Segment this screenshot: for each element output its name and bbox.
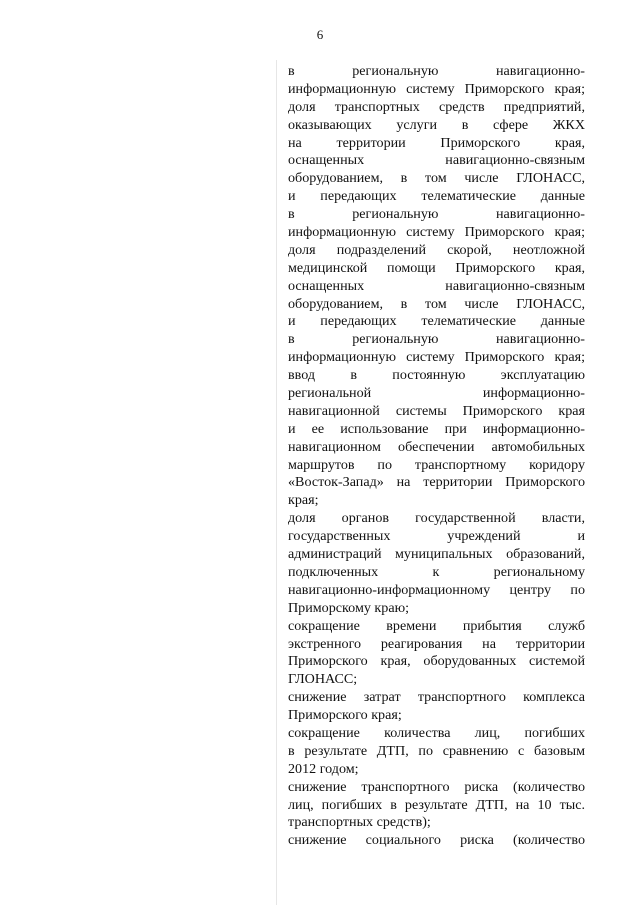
text-line: края; bbox=[288, 492, 319, 509]
text-line: «Восток-Запад» на территории Приморского bbox=[288, 474, 585, 491]
text-line: Приморского края, оборудованных системой bbox=[288, 653, 585, 670]
text-line: навигационной системы Приморского края bbox=[288, 402, 585, 419]
text-line: информационную систему Приморского края; bbox=[288, 349, 585, 366]
text-line: на территории Приморского края, bbox=[288, 134, 585, 151]
text-line: маршрутов по транспортному коридору bbox=[288, 456, 585, 473]
text-line: государственных учреждений и bbox=[288, 528, 585, 545]
text-line: снижение затрат транспортного комплекса bbox=[288, 689, 585, 706]
text-line: в результате ДТП, по сравнению с базовым bbox=[288, 742, 585, 759]
margin-divider bbox=[276, 60, 277, 905]
text-line: в региональную навигационно- bbox=[288, 206, 585, 223]
text-line: навигационно-информационному центру по bbox=[288, 581, 585, 598]
text-line: снижение социального риска (количество bbox=[288, 832, 585, 849]
text-line: Приморского края; bbox=[288, 707, 402, 724]
text-line: сокращение времени прибытия служб bbox=[288, 617, 585, 634]
text-line: сокращение количества лиц, погибших bbox=[288, 724, 585, 741]
text-line: в региональную навигационно- bbox=[288, 331, 585, 348]
text-line: 2012 годом; bbox=[288, 760, 359, 777]
text-line: и передающих телематические данные bbox=[288, 188, 585, 205]
text-line: оказывающих услуги в сфере ЖКХ bbox=[288, 116, 585, 133]
text-line: и передающих телематические данные bbox=[288, 313, 585, 330]
text-line: транспортных средств); bbox=[288, 814, 431, 831]
text-line: экстренного реагирования на территории bbox=[288, 635, 585, 652]
text-line: доля транспортных средств предприятий, bbox=[288, 98, 585, 115]
text-line: медицинской помощи Приморского края, bbox=[288, 259, 585, 276]
text-line: ввод в постоянную эксплуатацию bbox=[288, 367, 585, 384]
text-line: подключенных к региональному bbox=[288, 563, 585, 580]
text-line: доля органов государственной власти, bbox=[288, 510, 585, 527]
text-line: оборудованием, в том числе ГЛОНАСС, bbox=[288, 170, 585, 187]
text-line: информационную систему Приморского края; bbox=[288, 80, 585, 97]
document-body bbox=[288, 63, 585, 850]
text-line: доля подразделений скорой, неотложной bbox=[288, 241, 585, 258]
text-line: оснащенных навигационно-связным bbox=[288, 277, 585, 294]
text-line: и ее использование при информационно- bbox=[288, 420, 585, 437]
page-number: 6 bbox=[316, 27, 324, 42]
text-line: ГЛОНАСС; bbox=[288, 671, 358, 688]
text-line: снижение транспортного риска (количество bbox=[288, 778, 585, 795]
text-line: информационную систему Приморского края; bbox=[288, 224, 585, 241]
text-line: оборудованием, в том числе ГЛОНАСС, bbox=[288, 295, 585, 312]
text-line: лиц, погибших в результате ДТП, на 10 тыс. bbox=[288, 796, 585, 813]
text-line: администраций муниципальных образований, bbox=[288, 546, 585, 563]
text-line: в региональную навигационно- bbox=[288, 63, 585, 79]
text-line: региональной информационно- bbox=[288, 385, 585, 402]
text-line: Приморскому краю; bbox=[288, 599, 410, 616]
text-line: навигационном обеспечении автомобильных bbox=[288, 438, 585, 455]
text-line: оснащенных навигационно-связным bbox=[288, 152, 585, 169]
